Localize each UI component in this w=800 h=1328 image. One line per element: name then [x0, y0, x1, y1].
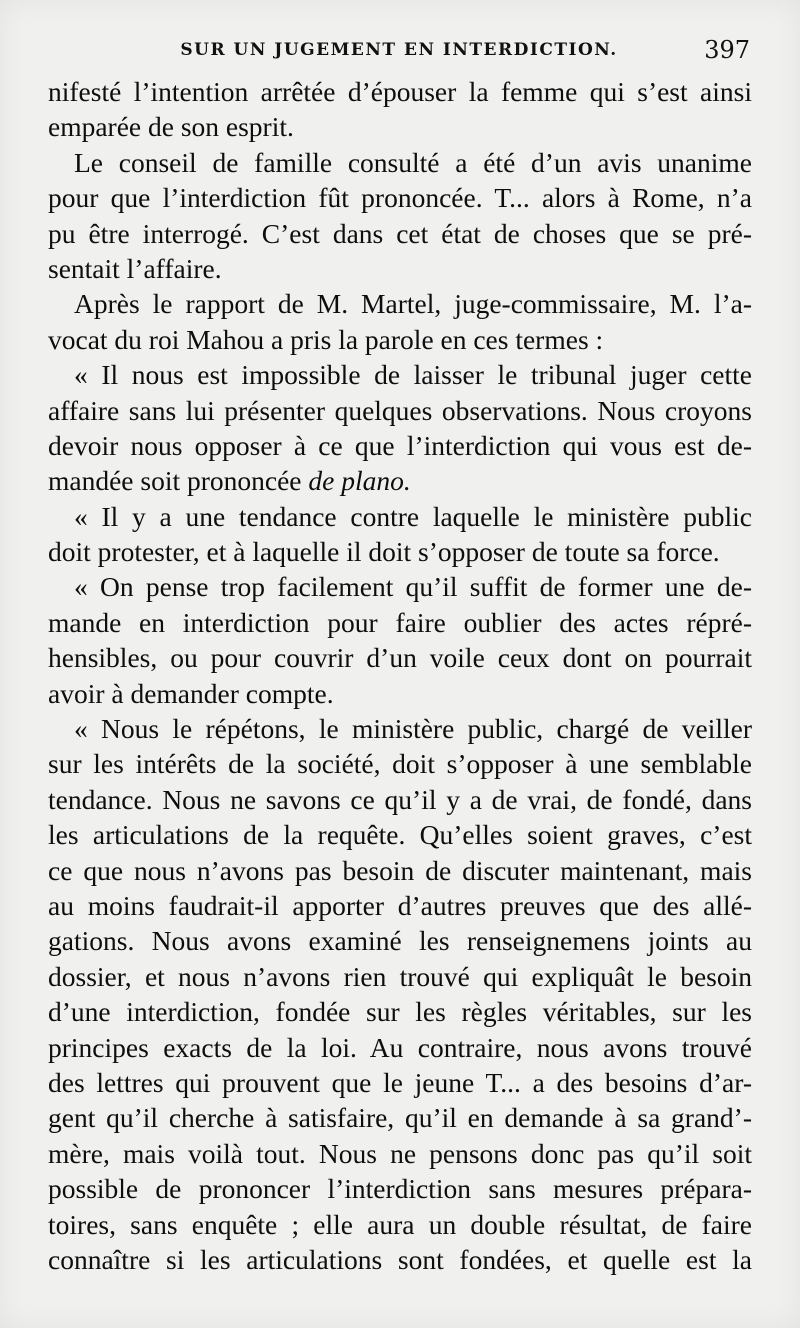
running-title: SUR UN JUGEMENT EN INTERDICTION. — [180, 40, 618, 60]
text-line: au moins faudrait-il apporter d’autres preuves que des allé- — [48, 889, 752, 921]
text-line: avoir à demander compte. — [48, 677, 334, 709]
text-line: des lettres qui prouvent que le jeune T... a des besoins d’ar- — [48, 1066, 752, 1098]
text-line: « Il y a une tendance contre laquelle le ministère public — [74, 500, 752, 532]
text-line: « Nous le répétons, le ministère public, chargé de veiller — [74, 713, 752, 745]
text-line: pour que l’interdiction fût prononcée. T... alors à Rome, n’a — [48, 182, 752, 214]
text-line: nifesté l’intention arrêtée d’épouser la femme qui s’est ainsi — [48, 76, 752, 107]
text-line: hensibles, ou pour couvrir d’un voile ceux dont on pourrait — [48, 642, 752, 674]
body-text — [48, 74, 752, 1277]
text-line: sentait l’affaire. — [48, 252, 222, 284]
text-line: toires, sans enquête ; elle aura un double résultat, de faire — [48, 1208, 752, 1240]
text-line: ce que nous n’avons pas besoin de discuter maintenant, mais — [48, 854, 752, 886]
text-line: emparée de son esprit. — [48, 111, 294, 143]
running-head — [48, 36, 750, 68]
text-line: pu être interrogé. C’est dans cet état de choses que se pré- — [48, 217, 752, 249]
italic-phrase: de plano. — [308, 465, 411, 497]
text-line: dossier, et nous n’avons rien trouvé qui expliquât le besoin — [48, 960, 752, 992]
text-line: d’une interdiction, fondée sur les règles véritables, sur les — [48, 996, 752, 1028]
text-line: vocat du roi Mahou a pris la parole en ces termes : — [48, 323, 604, 355]
text-line: Après le rapport de M. Martel, juge-commissaire, M. l’a- — [74, 288, 752, 320]
text-line: principes exacts de la loi. Au contraire, nous avons trouvé — [48, 1031, 752, 1063]
text-line: mère, mais voilà tout. Nous ne pensons donc pas qu’il soit — [48, 1137, 752, 1169]
text-line: connaître si les articulations sont fondées, et quelle est la — [48, 1243, 752, 1275]
text-line: « On pense trop facilement qu’il suffit de former une de- — [74, 571, 752, 603]
text-line: mande en interdiction pour faire oublier des actes répré- — [48, 606, 752, 638]
text-line: gations. Nous avons examiné les renseignemens joints au — [48, 925, 752, 957]
text-line: affaire sans lui présenter quelques observations. Nous croyons — [48, 394, 752, 426]
text-line: les articulations de la requête. Qu’elles soient graves, c’est — [48, 819, 752, 851]
text-segment: mandée soit prononcée — [48, 465, 302, 497]
text-line: Le conseil de famille consulté a été d’un avis unanime — [74, 146, 752, 178]
text-line — [48, 463, 752, 498]
text-line: « Il nous est impossible de laisser le tribunal juger cette — [74, 359, 752, 391]
text-line: doit protester, et à laquelle il doit s’opposer de toute sa force. — [48, 536, 720, 568]
text-line: devoir nous opposer à ce que l’interdiction qui vous est de- — [48, 429, 752, 461]
page-number: 397 — [704, 36, 750, 64]
text-line: gent qu’il cherche à satisfaire, qu’il en demande à sa grand’- — [48, 1102, 752, 1134]
text-line: tendance. Nous ne savons ce qu’il y a de vrai, de fondé, dans — [48, 783, 752, 815]
text-line: sur les intérêts de la société, doit s’opposer à une semblable — [48, 748, 752, 780]
text-line: possible de prononcer l’interdiction sans mesures prépara- — [48, 1173, 752, 1205]
